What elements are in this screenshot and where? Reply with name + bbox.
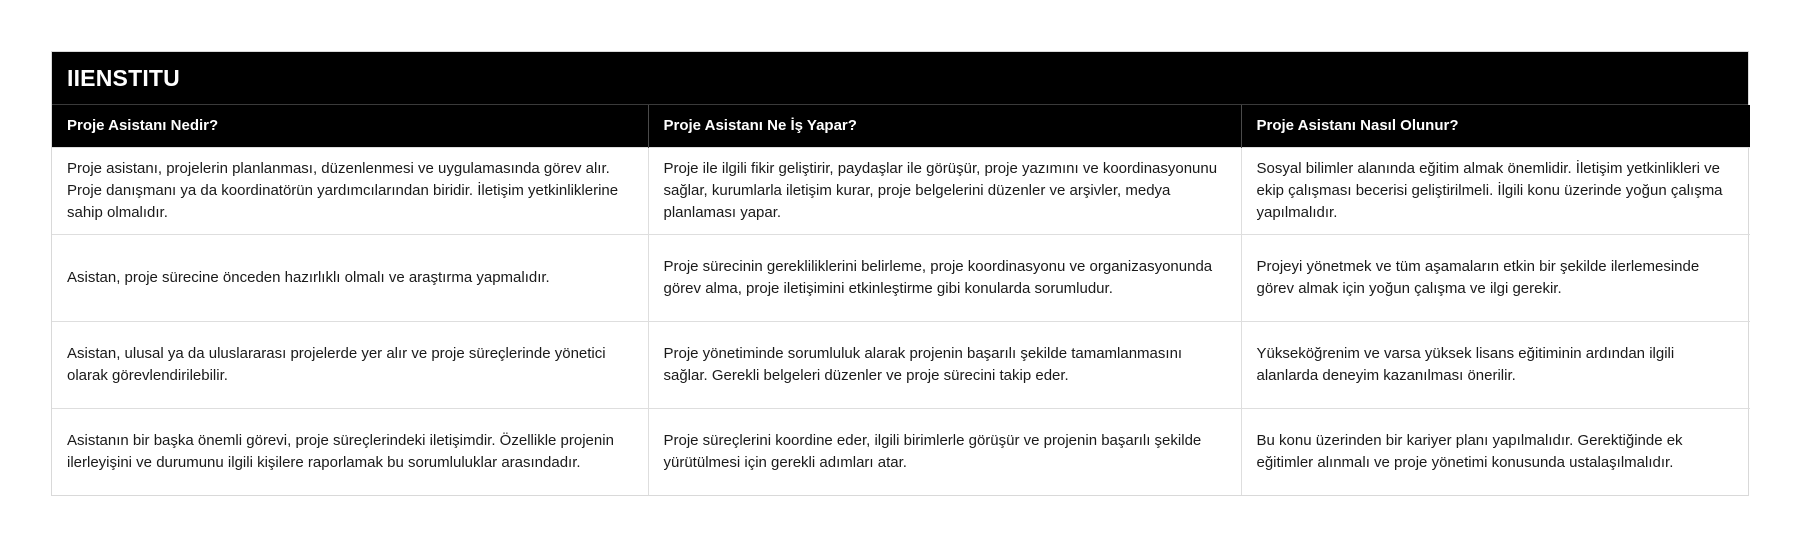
comparison-table (52, 105, 1750, 495)
table-cell: Asistan, ulusal ya da uluslararası projelerde yer alır ve proje süreçlerinde yönetici olarak görevlendirilebilir. (52, 321, 648, 408)
table-cell: Asistanın bir başka önemli görevi, proje süreçlerindeki iletişimdir. Özellikle projenin ilerleyişini ve durumunu ilgili kişilere raporlamak bu sorumluluklar arasındadır. (52, 408, 648, 495)
table-cell: Asistan, proje sürecine önceden hazırlıklı olmalı ve araştırma yapmalıdır. (52, 234, 648, 321)
table-row (52, 321, 1750, 408)
brand-title: IIENSTITU (52, 52, 1748, 105)
table-row (52, 408, 1750, 495)
column-header: Proje Asistanı Ne İş Yapar? (648, 105, 1241, 147)
table-cell: Bu konu üzerinden bir kariyer planı yapılmalıdır. Gerektiğinde ek eğitimler alınmalı ve proje yönetimi konusunda ustalaşılmalıdır. (1241, 408, 1750, 495)
table-row (52, 147, 1750, 234)
table-cell: Proje sürecinin gerekliliklerini belirleme, proje koordinasyonu ve organizasyonunda görev alma, proje iletişimini etkinleştirme gibi konularda sorumludur. (648, 234, 1241, 321)
info-table-card (51, 51, 1749, 496)
table-cell: Yükseköğrenim ve varsa yüksek lisans eğitiminin ardından ilgili alanlarda deneyim kazanılması önerilir. (1241, 321, 1750, 408)
table-header-row (52, 105, 1750, 147)
column-header: Proje Asistanı Nedir? (52, 105, 648, 147)
table-cell: Sosyal bilimler alanında eğitim almak önemlidir. İletişim yetkinlikleri ve ekip çalışması becerisi geliştirilmeli. İlgili konu üzerinde yoğun çalışma yapılmalıdır. (1241, 147, 1750, 234)
column-header: Proje Asistanı Nasıl Olunur? (1241, 105, 1750, 147)
table-cell: Projeyi yönetmek ve tüm aşamaların etkin bir şekilde ilerlemesinde görev almak için yoğun çalışma ve ilgi gerekir. (1241, 234, 1750, 321)
table-cell: Proje ile ilgili fikir geliştirir, paydaşlar ile görüşür, proje yazımını ve koordinasyonunu sağlar, kurumlarla iletişim kurar, proje belgelerini düzenler ve arşivler, medya planlaması yapar. (648, 147, 1241, 234)
table-cell: Proje süreçlerini koordine eder, ilgili birimlerle görüşür ve projenin başarılı şekilde yürütülmesi için gerekli adımları atar. (648, 408, 1241, 495)
table-row (52, 234, 1750, 321)
table-cell: Proje yönetiminde sorumluluk alarak projenin başarılı şekilde tamamlanmasını sağlar. Gerekli belgeleri düzenler ve proje sürecini takip eder. (648, 321, 1241, 408)
table-cell: Proje asistanı, projelerin planlanması, düzenlenmesi ve uygulamasında görev alır. Proje danışmanı ya da koordinatörün yardımcılarından biridir. İletişim yetkinliklerine sahip olmalıdır. (52, 147, 648, 234)
